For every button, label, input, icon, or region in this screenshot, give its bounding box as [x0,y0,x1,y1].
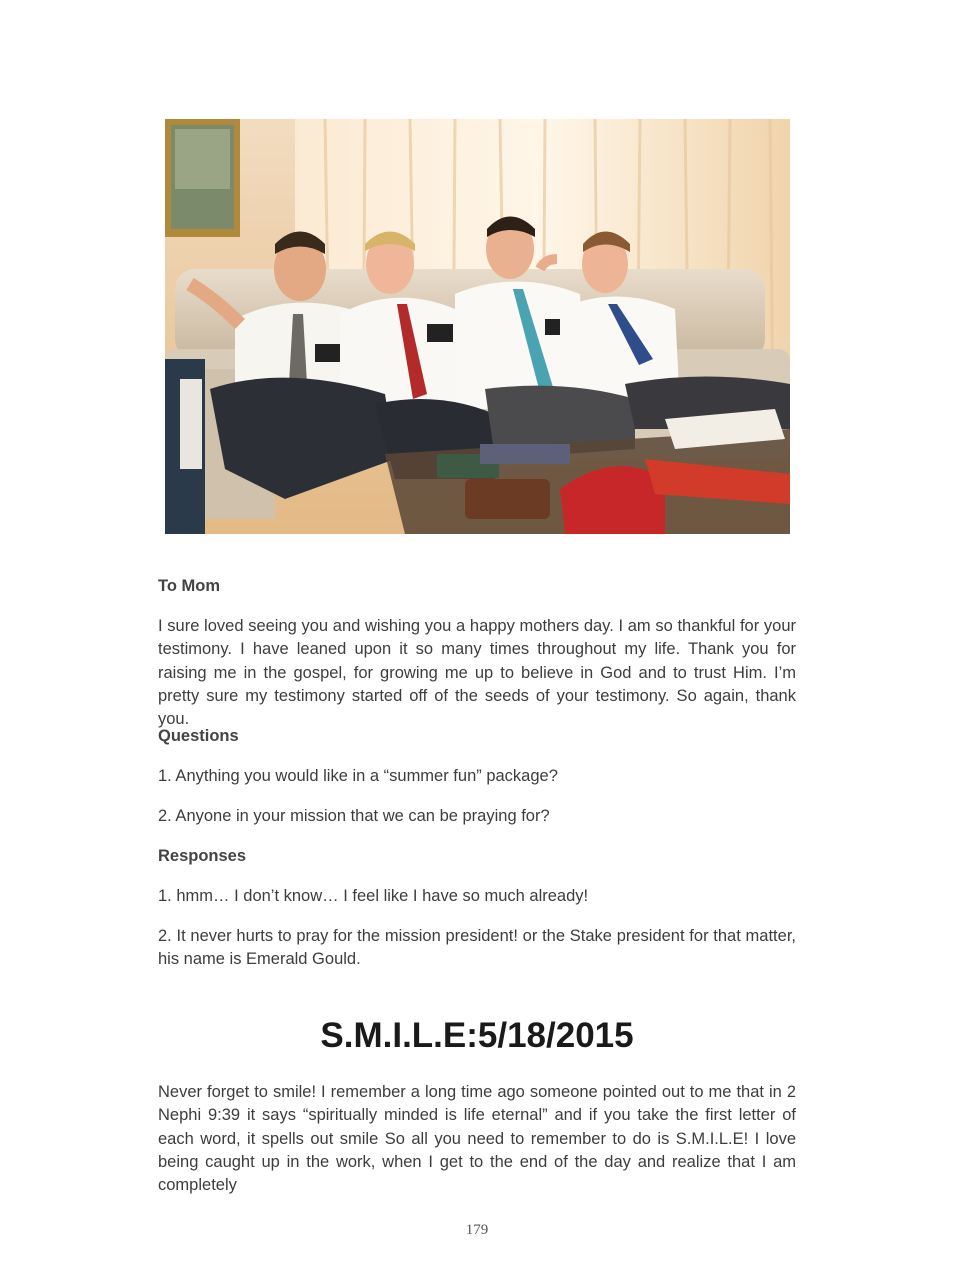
section-paragraph: Never forget to smile! I remember a long time ago someone pointed out to me that in 2 Nephi 9:39 it says “spiritually minded is life eternal” and if you take the first letter of each word, it spells out smile So all you need to remember to do is S.M.I.L.E! I love being caught up in the work, when I get to the end of the day and realize that I am completely [158,1083,796,1195]
page-number: 179 [465,1222,489,1238]
questions-heading: Questions [158,727,239,745]
photo-image [165,119,790,534]
response-item-2: 2. It never hurts to pray for the mission president! or the Stake president for that matter, his name is Emerald Gould. [158,927,796,969]
section-title: S.M.I.L.E:5/18/2015 [320,1016,634,1055]
photo-illustration [165,119,790,534]
response-item-1: 1. hmm… I don’t know… I feel like I have so much already! [158,887,589,905]
question-item-1: 1. Anything you would like in a “summer fun” package? [158,767,558,785]
to-mom-heading: To Mom [158,577,221,595]
to-mom-paragraph: I sure loved seeing you and wishing you a happy mothers day. I am so thankful for your testimony. I have leaned upon it so many times throughout my life. Thank you for raising me in the gospel, for growing me up to believe in God and to trust Him. I’m pretty sure my testimony started off of the seeds of your testimony. So again, thank you. [158,617,796,729]
question-item-2: 2. Anyone in your mission that we can be praying for? [158,807,550,825]
responses-heading: Responses [158,847,247,865]
